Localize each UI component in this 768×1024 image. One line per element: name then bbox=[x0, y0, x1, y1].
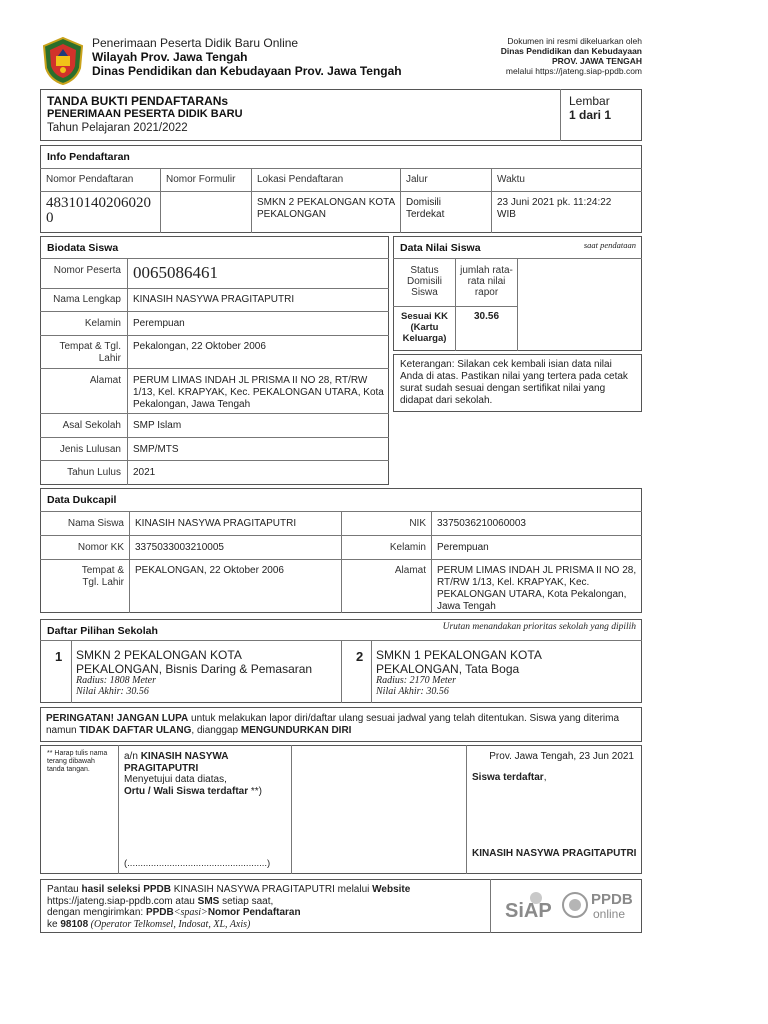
sign-name: KINASIH NASYWA PRAGITAPUTRI bbox=[472, 848, 637, 859]
bio-l-kelamin: Kelamin bbox=[84, 318, 121, 329]
sign-an-name: KINASIH NASYWA PRAGITAPUTRI bbox=[124, 751, 229, 774]
pilihan-nilai: Nilai Akhir: 30.56 bbox=[76, 686, 149, 697]
duk-l-kk: Nomor KK bbox=[77, 542, 124, 553]
sign-siswa-suffix: , bbox=[543, 772, 547, 783]
bio-v-ttl: Pekalongan, 22 Oktober 2006 bbox=[133, 341, 266, 352]
duk-v-nik: 3375036210060003 bbox=[437, 518, 526, 529]
duk-v-kk: 3375033003210005 bbox=[135, 542, 224, 553]
bio-l-alamat: Alamat bbox=[89, 375, 121, 386]
pilihan-l1: SMKN 2 PEKALONGAN KOTA bbox=[76, 648, 242, 662]
sign-siswa: Siswa terdaftar bbox=[472, 772, 544, 783]
footer-t5: https://jateng.siap-ppdb.com atau bbox=[47, 895, 198, 907]
ppdb-logo-text: PPDB bbox=[591, 891, 633, 908]
footer-t6: SMS bbox=[197, 895, 220, 907]
bio-v-peserta: 0065086461 bbox=[133, 263, 218, 282]
doc-year: Tahun Pelajaran 2021/2022 bbox=[47, 122, 188, 134]
bio-l-nama: Nama Lengkap bbox=[53, 294, 121, 305]
footer-t11: Nomor Pendaftaran bbox=[207, 907, 301, 918]
info-title: Info Pendaftaran bbox=[47, 151, 130, 163]
nilai-jumlah: 30.56 bbox=[473, 311, 500, 322]
nilai-h-status: Status Domisili Siswa bbox=[407, 265, 442, 298]
doc-title: TANDA BUKTI PENDAFTARANs bbox=[47, 94, 229, 108]
footer-t10: <spasi> bbox=[173, 907, 208, 918]
footer-t4: Website bbox=[372, 884, 411, 895]
bio-v-alamat: PERUM LIMAS INDAH JL PRISMA II NO 28, RT/RW 1/13, Kel. KRAPYAK, Kec. PEKALONGAN UTARA, Kota Pekalongan, Jawa Tengah bbox=[133, 375, 384, 410]
nilai-status: Sesuai KK (Kartu Keluarga) bbox=[401, 311, 448, 344]
footer-t3: KINASIH NASYWA PRAGITAPUTRI melalui bbox=[170, 884, 373, 895]
siap-logo bbox=[503, 889, 557, 923]
bio-v-jenis: SMP/MTS bbox=[133, 444, 179, 455]
duk-v-ttl: PEKALONGAN, 22 Oktober 2006 bbox=[135, 565, 284, 576]
sign-ortu: Ortu / Wali Siswa terdaftar bbox=[124, 785, 249, 797]
duk-l-alamat: Alamat bbox=[394, 565, 426, 576]
footer-t7: setiap saat, bbox=[219, 895, 274, 907]
sign-dots: (.....................................................) bbox=[124, 858, 271, 869]
pilihan-note: Urutan menandakan prioritas sekolah yang dipilih bbox=[442, 622, 636, 632]
pilihan-no: 1 bbox=[55, 649, 63, 664]
warning-p5: MENGUNDURKAN DIRI bbox=[240, 725, 352, 736]
sign-an: a/n bbox=[124, 751, 141, 762]
pilihan-item bbox=[341, 640, 642, 703]
pilihan-title: Daftar Pilihan Sekolah bbox=[47, 625, 158, 637]
pilihan-item bbox=[40, 640, 341, 703]
duk-v-nama: KINASIH NASYWA PRAGITAPUTRI bbox=[135, 518, 297, 529]
bio-v-tahun: 2021 bbox=[133, 467, 156, 478]
pilihan-l2: PEKALONGAN, Tata Boga bbox=[376, 662, 520, 676]
info-nomor-line2: 0 bbox=[46, 210, 54, 226]
warning-p1: PERINGATAN! JANGAN LUPA bbox=[46, 713, 189, 724]
sign-note: ** Harap tulis nama terang dibawah tanda tangan. bbox=[47, 750, 108, 773]
pilihan-nilai: Nilai Akhir: 30.56 bbox=[376, 686, 449, 697]
pilihan-radius: Radius: 2170 Meter bbox=[376, 675, 456, 686]
dukcapil-title: Data Dukcapil bbox=[47, 494, 117, 506]
pilihan-radius: Radius: 1808 Meter bbox=[76, 675, 156, 686]
footer-t13: 98108 bbox=[60, 918, 89, 930]
info-lokasi: SMKN 2 PEKALONGAN KOTA PEKALONGAN bbox=[257, 197, 395, 220]
warning-p4: , dianggap bbox=[191, 725, 241, 736]
sign-ortu-suffix: **) bbox=[248, 785, 263, 797]
pilihan-no: 2 bbox=[356, 649, 364, 664]
info-nomor-line1: 48310140206020 bbox=[46, 195, 151, 211]
duk-l-nama: Nama Siswa bbox=[67, 518, 124, 529]
header-right2: Dinas Pendidikan dan Kebudayaan bbox=[500, 46, 642, 56]
info-h-lokasi: Lokasi Pendaftaran bbox=[257, 174, 344, 185]
lembar-label: Lembar bbox=[569, 94, 610, 108]
province-logo bbox=[40, 36, 86, 86]
warning-p3: TIDAK DAFTAR ULANG bbox=[79, 725, 192, 736]
footer-t1: Pantau bbox=[47, 884, 82, 895]
header-line1: Penerimaan Peserta Didik Baru Online bbox=[92, 36, 299, 50]
nilai-h-jumlah: jumlah rata-rata nilai rapor bbox=[460, 265, 513, 298]
doc-subtitle: PENERIMAAN PESERTA DIDIK BARU bbox=[47, 108, 243, 120]
siap-logo-text: SiAP bbox=[505, 900, 552, 922]
warning-p2: untuk melakukan lapor diri/daftar ulang sesuai jadwal yang telah ditentukan. Siswa yang diterima namun bbox=[46, 713, 620, 736]
info-h-formulir: Nomor Formulir bbox=[166, 174, 236, 185]
bio-v-kelamin: Perempuan bbox=[133, 318, 185, 329]
info-waktu: 23 Juni 2021 pk. 11:24:22 WIB bbox=[497, 197, 612, 220]
nilai-title: Data Nilai Siswa bbox=[400, 242, 481, 254]
header-right4: melalui https://jateng.siap-ppdb.com bbox=[505, 66, 642, 76]
header-right3: PROV. JAWA TENGAH bbox=[551, 56, 642, 66]
ppdb-logo-online: online bbox=[593, 907, 626, 921]
info-h-jalur: Jalur bbox=[406, 174, 428, 185]
biodata-title: Biodata Siswa bbox=[47, 242, 119, 254]
pilihan-l2: PEKALONGAN, Bisnis Daring & Pemasaran bbox=[76, 662, 313, 676]
header-line3: Dinas Pendidikan dan Kebudayaan Prov. Jawa Tengah bbox=[92, 64, 402, 78]
bio-l-asal: Asal Sekolah bbox=[62, 420, 121, 431]
warning-text bbox=[46, 713, 636, 737]
nilai-note: saat pendataan bbox=[583, 240, 636, 250]
header-right1: Dokumen ini resmi dikeluarkan oleh bbox=[507, 36, 642, 46]
lembar-value: 1 dari 1 bbox=[569, 108, 612, 122]
footer-t12: ke bbox=[47, 918, 61, 930]
info-h-waktu: Waktu bbox=[497, 174, 525, 185]
bio-l-peserta: Nomor Peserta bbox=[53, 265, 121, 276]
info-jalur: Domisili Terdekat bbox=[406, 197, 445, 220]
footer-t9: PPDB bbox=[145, 907, 174, 918]
sign-place: Prov. Jawa Tengah, 23 Jun 2021 bbox=[489, 751, 634, 762]
bio-l-jenis: Jenis Lulusan bbox=[59, 444, 121, 455]
pilihan-l1: SMKN 1 PEKALONGAN KOTA bbox=[376, 648, 542, 662]
bio-v-asal: SMP Islam bbox=[133, 420, 182, 431]
footer-t8: dengan mengirimkan: bbox=[47, 907, 146, 918]
nilai-keterangan: Keterangan: Silakan cek kembali isian data nilai Anda di atas. Pastikan nilai yang tertera pada cetak surat sudah sesuai dengan sertifikat nilai yang didapat dari sekolah. bbox=[400, 359, 628, 406]
duk-l-nik: NIK bbox=[409, 518, 426, 529]
footer-text bbox=[47, 884, 487, 930]
bio-v-nama: KINASIH NASYWA PRAGITAPUTRI bbox=[133, 294, 295, 305]
footer-t14: (Operator Telkomsel, Indosat, XL, Axis) bbox=[88, 918, 251, 930]
info-h-nomor: Nomor Pendaftaran bbox=[46, 174, 134, 185]
ppdb-logo bbox=[561, 885, 635, 925]
sign-setuju: Menyetujui data diatas, bbox=[124, 774, 227, 785]
bio-l-tahun: Tahun Lulus bbox=[67, 467, 121, 478]
duk-l-ttl: Tempat & Tgl. Lahir bbox=[81, 565, 124, 588]
footer-t2: hasil seleksi PPDB bbox=[81, 884, 171, 895]
duk-v-kelamin: Perempuan bbox=[437, 542, 489, 553]
bio-l-ttl: Tempat & Tgl. Lahir bbox=[59, 341, 121, 364]
header-line2: Wilayah Prov. Jawa Tengah bbox=[92, 50, 248, 64]
duk-l-kelamin: Kelamin bbox=[389, 542, 426, 553]
duk-v-alamat: PERUM LIMAS INDAH JL PRISMA II NO 28, RT/RW 1/13, Kel. KRAPYAK, Kec. PEKALONGAN UTARA, Kota Pekalongan, Jawa Tengah bbox=[437, 565, 637, 612]
